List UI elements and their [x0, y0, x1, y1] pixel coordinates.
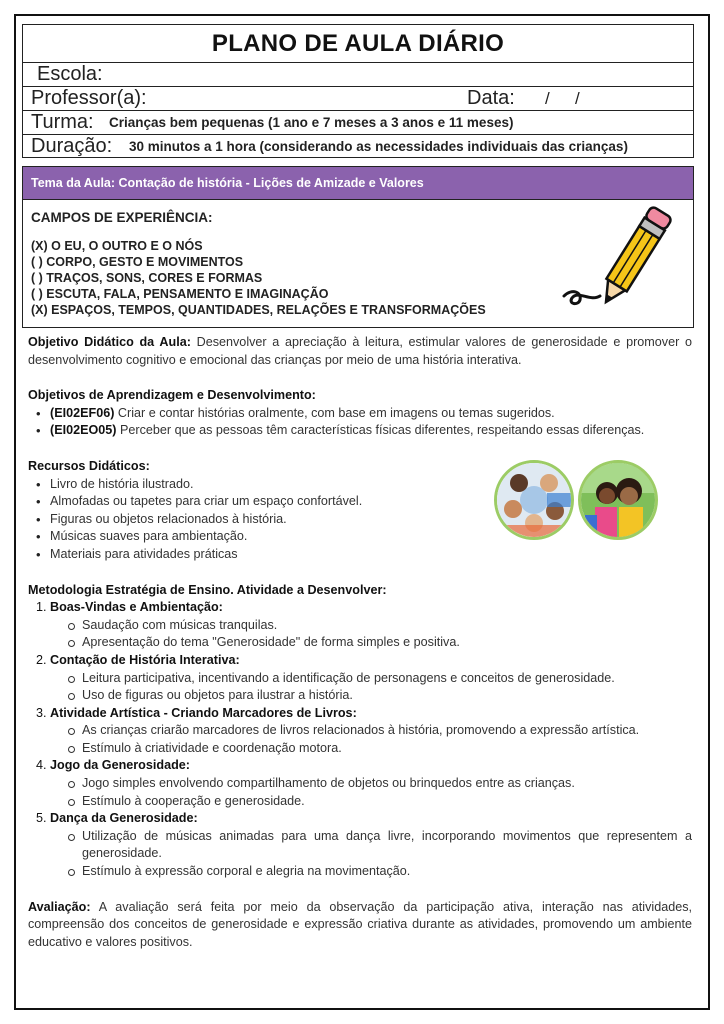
recursos-title: Recursos Didáticos: — [28, 458, 150, 473]
date-slash: / — [545, 89, 550, 108]
step-sublist — [62, 775, 692, 810]
avaliacao-text: A avaliação será feita por meio da observação da participação ativa, interação nas atividades, compreensão dos conceitos de generosidade e expressão criativa durante as atividades, promovendo um ambiente educativo e valores positivos. — [28, 899, 693, 949]
duracao-row — [22, 134, 694, 158]
list-item: Estímulo à criatividade e coordenação motora. — [62, 740, 692, 758]
step-item — [36, 757, 692, 810]
objetivo-paragraph — [28, 334, 692, 369]
campo-item: ( ) CORPO, GESTO E MOVIMENTOS — [31, 255, 244, 269]
list-item — [34, 405, 692, 423]
campos-title: CAMPOS DE EXPERIÊNCIA: — [31, 210, 213, 225]
list-item: Estímulo à cooperação e generosidade. — [62, 793, 692, 811]
page-title: PLANO DE AULA DIÁRIO — [211, 30, 505, 57]
date-slash: / — [575, 89, 580, 108]
list-item: • Livro de história ilustrado. — [34, 476, 692, 494]
recursos-section — [28, 458, 692, 564]
turma-value: Crianças bem pequenas (1 ano e 7 meses a 3 anos e 11 meses) — [109, 115, 514, 130]
list-item: Apresentação do tema "Generosidade" de forma simples e positiva. — [62, 634, 692, 652]
title-row — [22, 24, 694, 62]
objetivo-label: Objetivo Didático da Aula: — [28, 335, 191, 349]
escola-row — [22, 62, 694, 86]
duracao-value: 30 minutos a 1 hora (considerando as necessidades individuais das crianças) — [129, 139, 628, 154]
pencil-icon — [560, 206, 680, 314]
aprendizagem-list — [34, 405, 692, 440]
step-title: Boas-Vindas e Ambientação: — [50, 600, 223, 615]
header-table — [22, 24, 694, 158]
campo-item: ( ) TRAÇOS, SONS, CORES E FORMAS — [31, 271, 263, 285]
list-item: • Almofadas ou tapetes para criar um espaço confortável. — [34, 493, 692, 511]
turma-label: Turma: — [31, 111, 94, 133]
list-item: Saudação com músicas tranquilas. — [62, 617, 692, 635]
step-sublist — [62, 670, 692, 705]
avaliacao-paragraph — [28, 899, 692, 952]
step-item — [36, 652, 692, 705]
objective-text: Perceber que as pessoas têm características físicas diferentes, respeitando essas diferenças. — [120, 423, 645, 438]
campo-item: ( ) ESCUTA, FALA, PENSAMENTO E IMAGINAÇÃO — [31, 287, 329, 301]
avaliacao-label: Avaliação: — [28, 899, 91, 914]
list-item: As crianças criarão marcadores de livros relacionados à história, promovendo a expressão artística. — [62, 722, 692, 740]
step-title: Atividade Artística - Criando Marcadores de Livros: — [50, 705, 357, 720]
objetivo-text: Desenvolver a apreciação à leitura, estimular valores de generosidade e promover o desenvolvimento cognitivo e emocional das crianças por meio de uma história interativa. — [28, 335, 693, 367]
metodologia-title: Metodologia Estratégia de Ensino. Atividade a Desenvolver: — [28, 582, 387, 597]
professor-label: Professor(a): — [31, 87, 147, 109]
data-label: Data: — [467, 87, 515, 109]
list-item: • Materiais para atividades práticas — [34, 546, 692, 564]
aprendizagem-section — [28, 387, 692, 440]
step-title: Contação de História Interativa: — [50, 652, 240, 667]
metodologia-section — [28, 582, 692, 881]
bncc-code: (EI02EF06) — [50, 405, 115, 420]
step-sublist — [62, 828, 692, 881]
aprendizagem-title: Objetivos de Aprendizagem e Desenvolvimento: — [28, 388, 316, 403]
turma-row — [22, 110, 694, 134]
escola-label: Escola: — [37, 63, 103, 85]
step-number: 3. — [36, 705, 47, 720]
step-title: Jogo da Generosidade: — [50, 758, 190, 773]
list-item: Jogo simples envolvendo compartilhamento de objetos ou brinquedos entre as crianças. — [62, 775, 692, 793]
step-sublist — [62, 617, 692, 652]
metodologia-steps — [36, 599, 692, 881]
campo-item: (X) ESPAÇOS, TEMPOS, QUANTIDADES, RELAÇÕES E TRANSFORMAÇÕES — [31, 303, 486, 317]
step-item — [36, 599, 692, 652]
step-item — [36, 705, 692, 758]
step-number: 1. — [36, 600, 47, 615]
duracao-label: Duração: — [31, 135, 113, 157]
children-photos — [494, 460, 660, 544]
bncc-code: (EI02EO05) — [50, 423, 117, 438]
tema-bar: Tema da Aula: Contação de história - Lições de Amizade e Valores — [22, 166, 694, 200]
step-sublist — [62, 722, 692, 757]
objective-text: Criar e contar histórias oralmente, com base em imagens ou temas sugeridos. — [117, 405, 555, 420]
professor-row — [22, 86, 694, 110]
list-item: Uso de figuras ou objetos para ilustrar a história. — [62, 687, 692, 705]
step-number: 4. — [36, 758, 47, 773]
step-number: 2. — [36, 652, 47, 667]
girls-photo — [578, 460, 658, 540]
plan-content — [28, 334, 692, 951]
step-title: Dança da Generosidade: — [50, 811, 198, 826]
list-item: Leitura participativa, incentivando a identificação de personagens e conceitos de generosidade. — [62, 670, 692, 688]
campo-item: (X) O EU, O OUTRO E O NÓS — [31, 239, 203, 253]
list-item: Utilização de músicas animadas para uma dança livre, incorporando movimentos que representem a generosidade. — [62, 828, 692, 863]
list-item: • Figuras ou objetos relacionados à história. — [34, 511, 692, 529]
list-item — [34, 422, 692, 440]
children-circle-photo — [494, 460, 574, 540]
list-item: • Músicas suaves para ambientação. — [34, 528, 692, 546]
step-number: 5. — [36, 811, 47, 826]
step-item — [36, 810, 692, 880]
campos-list — [31, 238, 486, 318]
list-item: Estímulo à expressão corporal e alegria na movimentação. — [62, 863, 692, 881]
